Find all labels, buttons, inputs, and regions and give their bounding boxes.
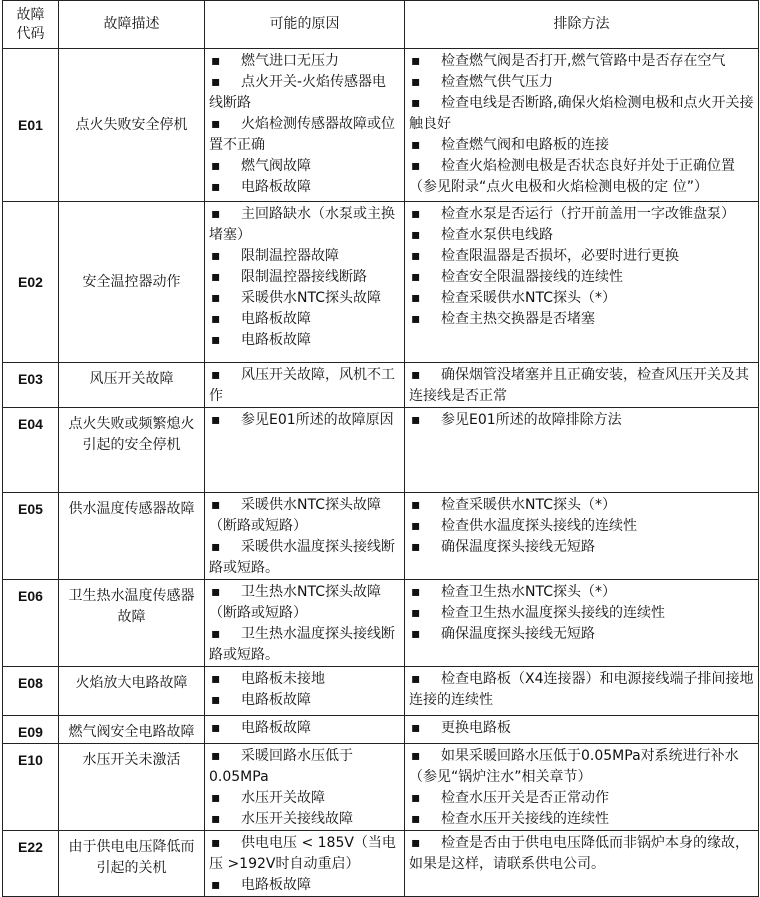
solution-item xyxy=(409,410,754,431)
solution-item xyxy=(409,833,754,875)
fault-description: 风压开关故障 xyxy=(59,363,205,408)
table-body xyxy=(3,49,759,897)
cause-list xyxy=(209,669,400,711)
bullet-icon: ▪ xyxy=(211,412,221,428)
fault-causes xyxy=(205,580,405,667)
table-row xyxy=(3,49,759,202)
solution-text: 检查卫生热水温度探头接线的连续性 xyxy=(441,605,665,621)
table-row xyxy=(3,831,759,897)
bullet-icon: ▪ xyxy=(211,269,221,285)
table-row xyxy=(3,667,759,716)
solution-item xyxy=(409,156,754,198)
bullet-icon: ▪ xyxy=(411,53,421,69)
solution-text: 检查燃气供气压力 xyxy=(441,74,553,90)
cause-item xyxy=(209,288,400,309)
solution-text: 确保烟管没堵塞并且正确安装，检查风压开关及其连接线是否正常 xyxy=(409,367,749,404)
bullet-icon: ▪ xyxy=(211,290,221,306)
fault-solutions xyxy=(405,49,759,202)
cause-list xyxy=(209,833,400,896)
solution-list xyxy=(409,718,754,739)
solution-text: 确保温度探头接线无短路 xyxy=(441,539,595,555)
fault-code: E05 xyxy=(3,493,59,580)
solution-text: 如果采暖回路水压低于0.05MPa对系统进行补水（参见“锅炉注水”相关章节） xyxy=(409,748,739,785)
fault-code: E08 xyxy=(3,667,59,716)
cause-item xyxy=(209,495,400,537)
cause-text: 采暖供水NTC探头故障（断路或短路） xyxy=(209,497,381,534)
bullet-icon: ▪ xyxy=(211,790,221,806)
fault-code: E06 xyxy=(3,580,59,667)
cause-list xyxy=(209,746,400,830)
solution-list xyxy=(409,669,754,711)
bullet-icon: ▪ xyxy=(411,720,421,736)
cause-text: 采暖供水NTC探头故障 xyxy=(241,290,381,306)
bullet-icon: ▪ xyxy=(411,835,421,851)
bullet-icon: ▪ xyxy=(411,748,421,764)
solution-text: 检查主热交换器是否堵塞 xyxy=(441,311,595,327)
bullet-icon: ▪ xyxy=(211,692,221,708)
solution-text: 检查燃气阀和电路板的连接 xyxy=(441,137,609,153)
bullet-icon: ▪ xyxy=(211,248,221,264)
header-code: 故障代码 xyxy=(3,1,59,49)
bullet-icon: ▪ xyxy=(411,311,421,327)
solution-text: 检查燃气阀是否打开,燃气管路中是否存在空气 xyxy=(441,53,726,69)
solution-list xyxy=(409,365,754,407)
bullet-icon: ▪ xyxy=(211,626,221,642)
fault-solutions xyxy=(405,580,759,667)
fault-solutions xyxy=(405,363,759,408)
cause-item xyxy=(209,72,400,114)
fault-description: 点火失败或频繁熄火引起的安全停机 xyxy=(59,408,205,493)
cause-text: 点火开关-火焰传感器电线断路 xyxy=(209,74,387,111)
bullet-icon: ▪ xyxy=(411,790,421,806)
bullet-icon: ▪ xyxy=(211,116,221,132)
cause-list xyxy=(209,204,400,351)
header-description: 故障描述 xyxy=(59,1,205,49)
fault-causes xyxy=(205,493,405,580)
solution-item xyxy=(409,624,754,645)
cause-item xyxy=(209,114,400,156)
cause-text: 限制温控器接线断路 xyxy=(241,269,367,285)
solution-text: 更换电路板 xyxy=(441,720,511,736)
cause-item xyxy=(209,330,400,351)
bullet-icon: ▪ xyxy=(411,248,421,264)
table-row xyxy=(3,408,759,493)
bullet-icon: ▪ xyxy=(211,720,221,736)
cause-text: 参见E01所述的故障原因 xyxy=(241,412,394,428)
fault-code: E09 xyxy=(3,716,59,744)
cause-item xyxy=(209,746,400,788)
table-row xyxy=(3,716,759,744)
bullet-icon: ▪ xyxy=(211,811,221,827)
cause-item xyxy=(209,51,400,72)
bullet-icon: ▪ xyxy=(211,311,221,327)
solution-item xyxy=(409,288,754,309)
solution-list xyxy=(409,410,754,431)
bullet-icon: ▪ xyxy=(411,95,421,111)
cause-text: 风压开关故障，风机不工作 xyxy=(209,367,395,404)
table-row xyxy=(3,202,759,363)
cause-text: 火焰检测传感器故障或位置不正确 xyxy=(209,116,395,153)
solution-item xyxy=(409,93,754,135)
table-row xyxy=(3,744,759,831)
cause-text: 限制温控器故障 xyxy=(241,248,339,264)
solution-item xyxy=(409,135,754,156)
cause-text: 燃气阀故障 xyxy=(241,158,311,174)
solution-item xyxy=(409,718,754,739)
solution-item xyxy=(409,365,754,407)
solution-text: 检查卫生热水NTC探头（*） xyxy=(441,584,616,600)
fault-causes xyxy=(205,363,405,408)
cause-item xyxy=(209,537,400,579)
bullet-icon: ▪ xyxy=(411,811,421,827)
cause-text: 电路板故障 xyxy=(241,332,311,348)
solution-list xyxy=(409,582,754,645)
cause-item xyxy=(209,690,400,711)
fault-code: E04 xyxy=(3,408,59,493)
cause-list xyxy=(209,51,400,198)
solution-text: 检查水压开关是否正常动作 xyxy=(441,790,609,806)
solution-item xyxy=(409,746,754,788)
fault-code: E03 xyxy=(3,363,59,408)
solution-item xyxy=(409,603,754,624)
cause-item xyxy=(209,246,400,267)
solution-item xyxy=(409,495,754,516)
solution-list xyxy=(409,746,754,830)
cause-item xyxy=(209,156,400,177)
bullet-icon: ▪ xyxy=(211,158,221,174)
solution-list xyxy=(409,51,754,198)
bullet-icon: ▪ xyxy=(411,539,421,555)
cause-item xyxy=(209,875,400,896)
fault-solutions xyxy=(405,667,759,716)
cause-text: 供电电压 < 185V（当电压 >192V时自动重启） xyxy=(209,835,396,872)
bullet-icon: ▪ xyxy=(411,671,421,687)
cause-text: 电路板未接地 xyxy=(241,671,325,687)
bullet-icon: ▪ xyxy=(411,626,421,642)
fault-causes xyxy=(205,744,405,831)
solution-item xyxy=(409,267,754,288)
cause-item xyxy=(209,365,400,407)
cause-text: 电路板故障 xyxy=(241,877,311,893)
fault-solutions xyxy=(405,493,759,580)
bullet-icon: ▪ xyxy=(211,367,221,383)
cause-item xyxy=(209,718,400,739)
bullet-icon: ▪ xyxy=(411,497,421,513)
fault-causes xyxy=(205,667,405,716)
bullet-icon: ▪ xyxy=(411,290,421,306)
cause-item xyxy=(209,582,400,624)
fault-code-table xyxy=(2,0,759,897)
table-row xyxy=(3,493,759,580)
bullet-icon: ▪ xyxy=(411,584,421,600)
cause-text: 电路板故障 xyxy=(241,692,311,708)
cause-text: 卫生热水温度探头接线断路或短路。 xyxy=(209,626,395,663)
solution-text: 参见E01所述的故障排除方法 xyxy=(441,412,622,428)
solution-text: 检查是否由于供电电压降低而非锅炉本身的缘故，如果是这样，请联系供电公司。 xyxy=(409,835,749,872)
fault-solutions xyxy=(405,408,759,493)
cause-item xyxy=(209,204,400,246)
fault-description: 火焰放大电路故障 xyxy=(59,667,205,716)
cause-list xyxy=(209,365,400,407)
solution-text: 确保温度探头接线无短路 xyxy=(441,626,595,642)
cause-text: 电路板故障 xyxy=(241,179,311,195)
solution-text: 检查水泵供电线路 xyxy=(441,227,553,243)
solution-list xyxy=(409,495,754,558)
cause-list xyxy=(209,582,400,666)
bullet-icon: ▪ xyxy=(411,605,421,621)
bullet-icon: ▪ xyxy=(211,497,221,513)
cause-item xyxy=(209,177,400,198)
bullet-icon: ▪ xyxy=(411,137,421,153)
solution-text: 检查水泵是否运行（拧开前盖用一字改锥盘泵） xyxy=(441,206,735,222)
fault-description: 供水温度传感器故障 xyxy=(59,493,205,580)
solution-item xyxy=(409,537,754,558)
fault-description: 点火失败安全停机 xyxy=(59,49,205,202)
solution-list xyxy=(409,204,754,330)
fault-code-table-container xyxy=(2,0,759,897)
fault-description: 燃气阀安全电路故障 xyxy=(59,716,205,744)
bullet-icon: ▪ xyxy=(411,412,421,428)
bullet-icon: ▪ xyxy=(411,269,421,285)
solution-item xyxy=(409,809,754,830)
fault-solutions xyxy=(405,831,759,897)
fault-causes xyxy=(205,49,405,202)
bullet-icon: ▪ xyxy=(211,179,221,195)
bullet-icon: ▪ xyxy=(211,835,221,851)
bullet-icon: ▪ xyxy=(211,206,221,222)
bullet-icon: ▪ xyxy=(411,158,421,174)
bullet-icon: ▪ xyxy=(211,877,221,893)
solution-text: 检查限温器是否损坏，必要时进行更换 xyxy=(441,248,679,264)
solution-item xyxy=(409,51,754,72)
bullet-icon: ▪ xyxy=(411,367,421,383)
header-solution: 排除方法 xyxy=(405,1,759,49)
cause-list xyxy=(209,410,400,431)
cause-text: 水压开关接线故障 xyxy=(241,811,353,827)
solution-item xyxy=(409,788,754,809)
cause-text: 主回路缺水（水泵或主换堵塞） xyxy=(209,206,395,243)
cause-text: 燃气进口无压力 xyxy=(241,53,339,69)
fault-description: 水压开关未激活 xyxy=(59,744,205,831)
cause-item xyxy=(209,267,400,288)
fault-description: 安全温控器动作 xyxy=(59,202,205,363)
fault-causes xyxy=(205,716,405,744)
cause-text: 水压开关故障 xyxy=(241,790,325,806)
fault-code: E02 xyxy=(3,202,59,363)
table-row xyxy=(3,363,759,408)
fault-causes xyxy=(205,408,405,493)
table-row xyxy=(3,580,759,667)
cause-item xyxy=(209,309,400,330)
cause-list xyxy=(209,718,400,739)
fault-code: E10 xyxy=(3,744,59,831)
cause-item xyxy=(209,788,400,809)
solution-text: 检查采暖供水NTC探头（*） xyxy=(441,497,616,513)
bullet-icon: ▪ xyxy=(211,332,221,348)
cause-item xyxy=(209,624,400,666)
solution-text: 检查火焰检测电极是否状态良好并处于正确位置（参见附录“点火电极和火焰检测电极的定 位”） xyxy=(409,158,735,195)
header-cause: 可能的原因 xyxy=(205,1,405,49)
solution-text: 检查采暖供水NTC探头（*） xyxy=(441,290,616,306)
bullet-icon: ▪ xyxy=(411,518,421,534)
cause-item xyxy=(209,669,400,690)
bullet-icon: ▪ xyxy=(211,671,221,687)
bullet-icon: ▪ xyxy=(411,206,421,222)
cause-text: 电路板故障 xyxy=(241,720,311,736)
solution-text: 检查供水温度探头接线的连续性 xyxy=(441,518,637,534)
fault-causes xyxy=(205,831,405,897)
fault-solutions xyxy=(405,716,759,744)
solution-item xyxy=(409,225,754,246)
cause-item xyxy=(209,833,400,875)
solution-text: 检查电线是否断路,确保火焰检测电极和点火开关接触良好 xyxy=(409,95,754,132)
solution-list xyxy=(409,833,754,875)
solution-item xyxy=(409,582,754,603)
solution-item xyxy=(409,516,754,537)
cause-text: 电路板故障 xyxy=(241,311,311,327)
table-header-row xyxy=(3,1,759,49)
solution-item xyxy=(409,72,754,93)
bullet-icon: ▪ xyxy=(211,539,221,555)
cause-item xyxy=(209,809,400,830)
fault-description: 卫生热水温度传感器故障 xyxy=(59,580,205,667)
fault-causes xyxy=(205,202,405,363)
fault-description: 由于供电电压降低而引起的关机 xyxy=(59,831,205,897)
bullet-icon: ▪ xyxy=(411,74,421,90)
solution-text: 检查安全限温器接线的连续性 xyxy=(441,269,623,285)
cause-item xyxy=(209,410,400,431)
bullet-icon: ▪ xyxy=(211,748,221,764)
cause-list xyxy=(209,495,400,579)
bullet-icon: ▪ xyxy=(211,53,221,69)
fault-code: E22 xyxy=(3,831,59,897)
cause-text: 采暖供水温度探头接线断路或短路。 xyxy=(209,539,395,576)
solution-item xyxy=(409,246,754,267)
bullet-icon: ▪ xyxy=(411,227,421,243)
solution-item xyxy=(409,669,754,711)
solution-text: 检查水压开关接线的连续性 xyxy=(441,811,609,827)
solution-item xyxy=(409,309,754,330)
bullet-icon: ▪ xyxy=(211,74,221,90)
solution-item xyxy=(409,204,754,225)
cause-text: 卫生热水NTC探头故障（断路或短路） xyxy=(209,584,381,621)
bullet-icon: ▪ xyxy=(211,584,221,600)
fault-solutions xyxy=(405,744,759,831)
fault-solutions xyxy=(405,202,759,363)
cause-text: 采暖回路水压低于0.05MPa xyxy=(209,748,353,785)
solution-text: 检查电路板（X4连接器）和电源接线端子排间接地连接的连续性 xyxy=(409,671,754,708)
fault-code: E01 xyxy=(3,49,59,202)
